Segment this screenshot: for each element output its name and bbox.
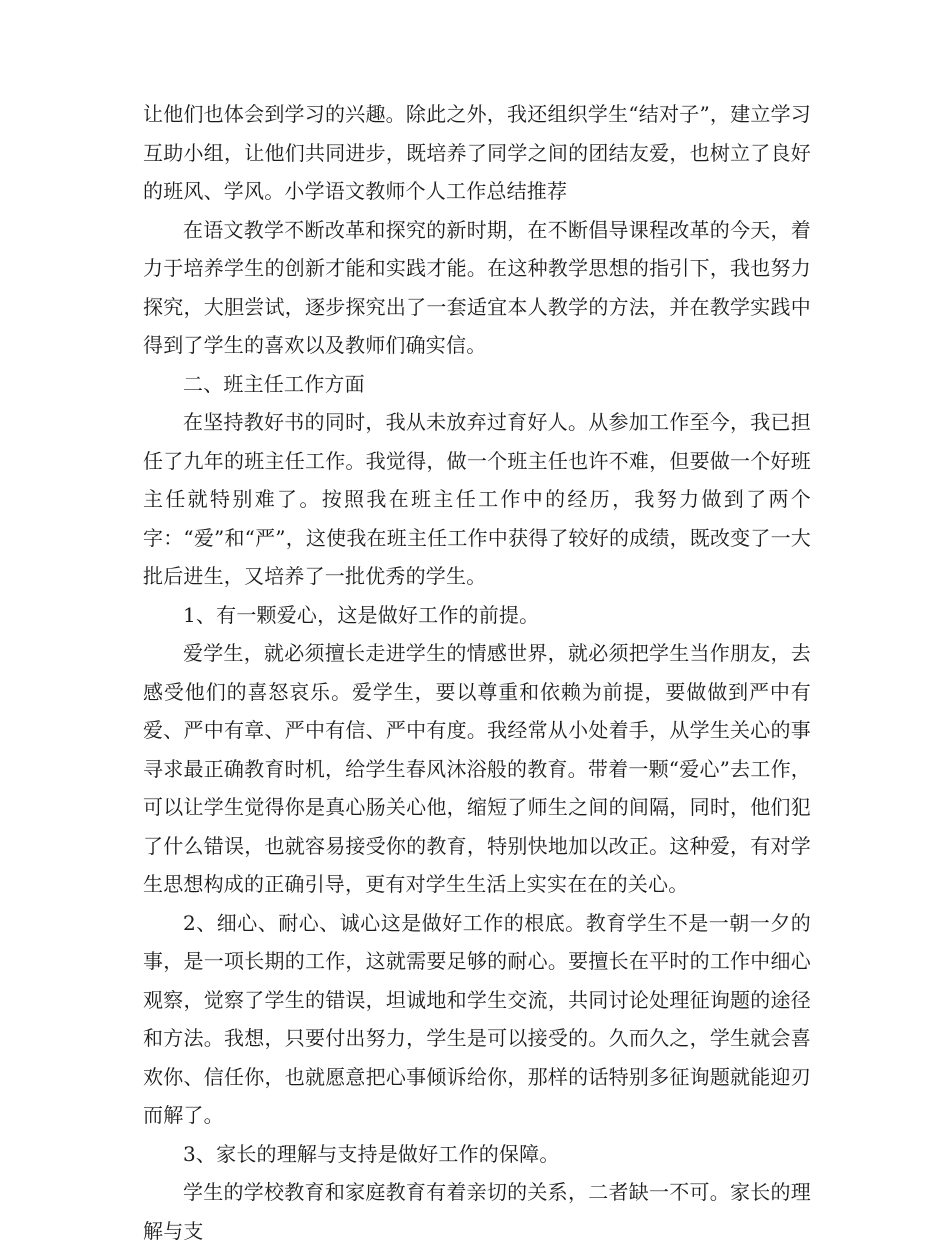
paragraph-intro-continuation: 让他们也体会到学习的兴趣。除此之外，我还组织学生“结对子”，建立学习互助小组，让他们共同进步，既培养了同学之间的团结友爱，也树立了良好的班风、学风。小学语文教师个人工作总结推荐 [143,102,811,203]
paragraph-teaching-reform: 在语文教学不断改革和探究的新时期，在不断倡导课程改革的今天，着力于培养学生的创新才能和实践才能。在这种教学思想的指引下，我也努力探究，大胆尝试，逐步探究出了一套适宜本人教学的方法，并在教学实践中得到了学生的喜欢以及教师们确实信。 [143,217,811,357]
paragraph-class-teacher-work: 在坚持教好书的同时，我从未放弃过育好人。从参加工作至今，我已担任了九年的班主任工作。我觉得，做一个班主任也许不难，但要做一个好班主任就特别难了。按照我在班主任工作中的经历，我努力做到了两个字：“爱”和“严”，这使我在班主任工作中获得了较好的成绩，既改变了一大批后进生，又培养了一批优秀的学生。 [143,410,811,588]
paragraph-love-students: 爱学生，就必须擅长走进学生的情感世界，就必须把学生当作朋友，去感受他们的喜怒哀乐。爱学生，要以尊重和依赖为前提，要做做到严中有爱、严中有章、严中有信、严中有度。我经常从小处着手，从学生关心的事寻求最正确教育时机，给学生春风沐浴般的教育。带着一颗“爱心”去工作，可以让学生觉得你是真心肠关心他，缩短了师生之间的间隔，同时，他们犯了什么错误，也就容易接受你的教育，特别快地加以改正。这种爱，有对学生思想构成的正确引导，更有对学生生活上实实在在的关心。 [143,641,811,896]
paragraph-family-education: 学生的学校教育和家庭教育有着亲切的关系，二者缺一不可。家长的理解与支 [143,1180,811,1243]
subheading-love: 1、有一颗爱心，这是做好工作的前提。 [183,602,540,627]
paragraph-patience: 2、细心、耐心、诚心这是做好工作的根底。教育学生不是一朝一夕的事，是一项长期的工作，这就需要足够的耐心。要擅长在平时的工作中细心观察，觉察了学生的错误，坦诚地和学生交流，共同讨论处理征询题的途径和方法。我想，只要付出努力，学生是可以接受的。久而久之，学生就会喜欢你、信任你，也就愿意把心事倾诉给你，那样的话特别多征询题就能迎刃而解了。 [143,910,811,1127]
subheading-parents-support: 3、家长的理解与支持是做好工作的保障。 [183,1141,560,1166]
section-heading-class-teacher: 二、班主任工作方面 [183,371,365,396]
document-body [143,95,811,1250]
